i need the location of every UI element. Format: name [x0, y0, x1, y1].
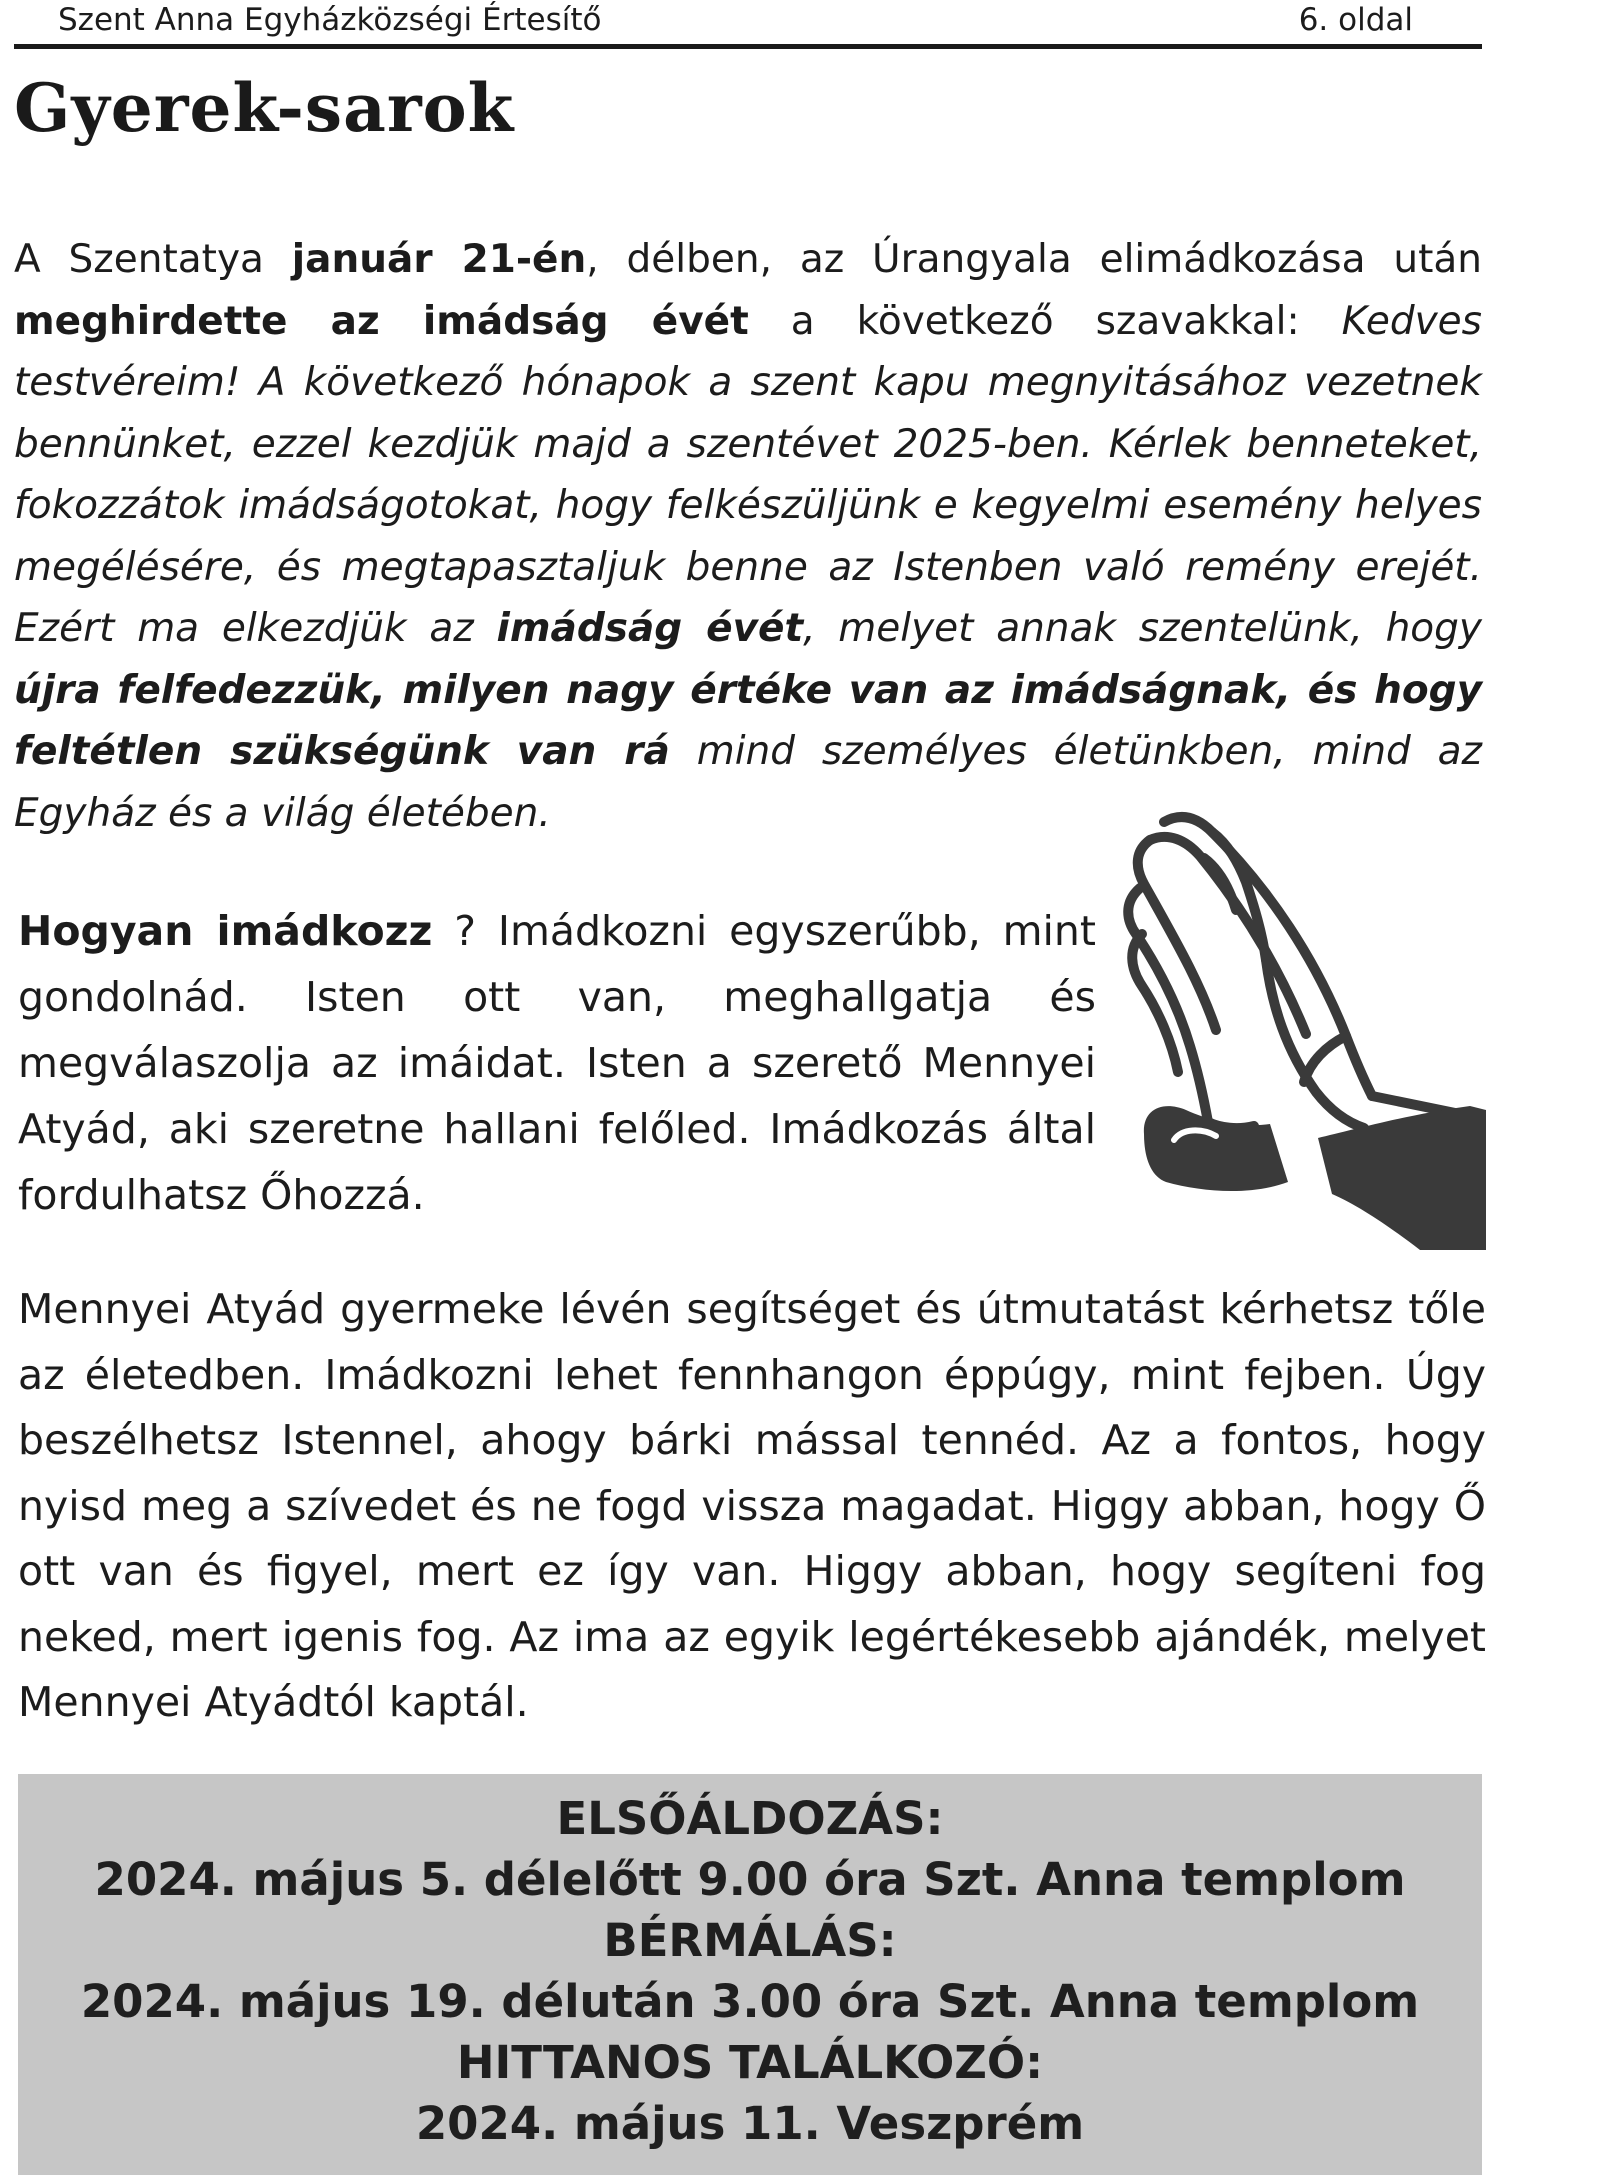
header-rule	[14, 44, 1482, 49]
praying-hands-icon	[1120, 810, 1486, 1250]
intro-text: a következő szavakkal:	[748, 298, 1342, 344]
pope-quote-emphasis: imádság évét	[496, 606, 804, 651]
notice-heading-confirmation: BÉRMÁLÁS:	[603, 1914, 897, 1967]
how-to-pray-paragraph	[18, 898, 1096, 1228]
running-head	[58, 0, 1413, 42]
intro-date: január 21-én	[291, 237, 587, 282]
notice-heading-catechism-meeting: HITTANOS TALÁLKOZÓ:	[456, 2036, 1044, 2089]
how-to-pray-text: ? Imádkozni egyszerűbb, mint gondolnád. Isten ott van, meghallgatja és megválaszolja az imáidat. Isten a szerető Mennyei Atyád, aki szeretne hallani felőled. Imádkozás által fordulhatsz Őhozzá.	[18, 907, 1096, 1219]
notice-heading-first-communion: ELSŐÁLDOZÁS:	[556, 1792, 944, 1845]
intro-text: , délben, az Úrangyala elimádkozása után	[586, 237, 1483, 282]
intro-announcement: meghirdette az imádság évét	[14, 298, 749, 344]
intro-paragraph	[14, 229, 1482, 844]
section-title: Gyerek-sarok	[14, 69, 515, 147]
how-to-pray-lead: Hogyan imádkozz	[18, 907, 433, 955]
notice-date-first-communion: 2024. május 5. délelőtt 9.00 óra Szt. Anna templom	[94, 1853, 1406, 1906]
pope-quote-emphasis: újra felfedezzük, milyen nagy értéke van az imádságnak, és hogy feltétlen szükségünk van rá	[14, 667, 1482, 774]
page-number: 6. oldal	[1298, 2, 1413, 38]
pope-quote: mind személyes életünkben, mind az Egyház és a világ életében.	[14, 729, 1483, 836]
notice-date-catechism-meeting: 2024. május 11. Veszprém	[415, 2097, 1085, 2150]
prayer-advice-paragraph: Mennyei Atyád gyermeke lévén segítséget és útmutatást kérhetsz tőle az életedben. Imádkozni lehet fennhangon éppúgy, mint fejben. Úgy beszélhetsz Istennel, ahogy bárki mással tennéd. Az a fontos, hogy nyisd meg a szívedet és ne fogd vissza magadat. Higgy abban, hogy Ő ott van és figyel, mert ez így van. Higgy abban, hogy segíteni fog neked, mert igenis fog. Az ima az egyik legértékesebb ajándék, melyet Mennyei Atyádtól kaptál.	[18, 1285, 1486, 1726]
notice-date-confirmation: 2024. május 19. délután 3.00 óra Szt. Anna templom	[80, 1975, 1420, 2028]
publication-name: Szent Anna Egyházközségi Értesítő	[58, 2, 602, 38]
pope-quote: Kedves testvéreim! A következő hónapok a szent kapu megnyitásához vezetnek bennünket, ezzel kezdjük majd a szentévet 2025-ben. Kérlek benneteket, fokozzátok imádságotokat, hogy felkészüljünk e kegyelmi esemény helyes megélésére, és megtapasztaljuk benne az Istenben való remény erejét. Ezért ma elkezdjük az	[14, 298, 1482, 651]
pope-quote: , melyet annak szentelünk, hogy	[803, 606, 1482, 651]
events-notice-box	[18, 1774, 1482, 2175]
intro-text: A Szentatya	[14, 237, 292, 282]
